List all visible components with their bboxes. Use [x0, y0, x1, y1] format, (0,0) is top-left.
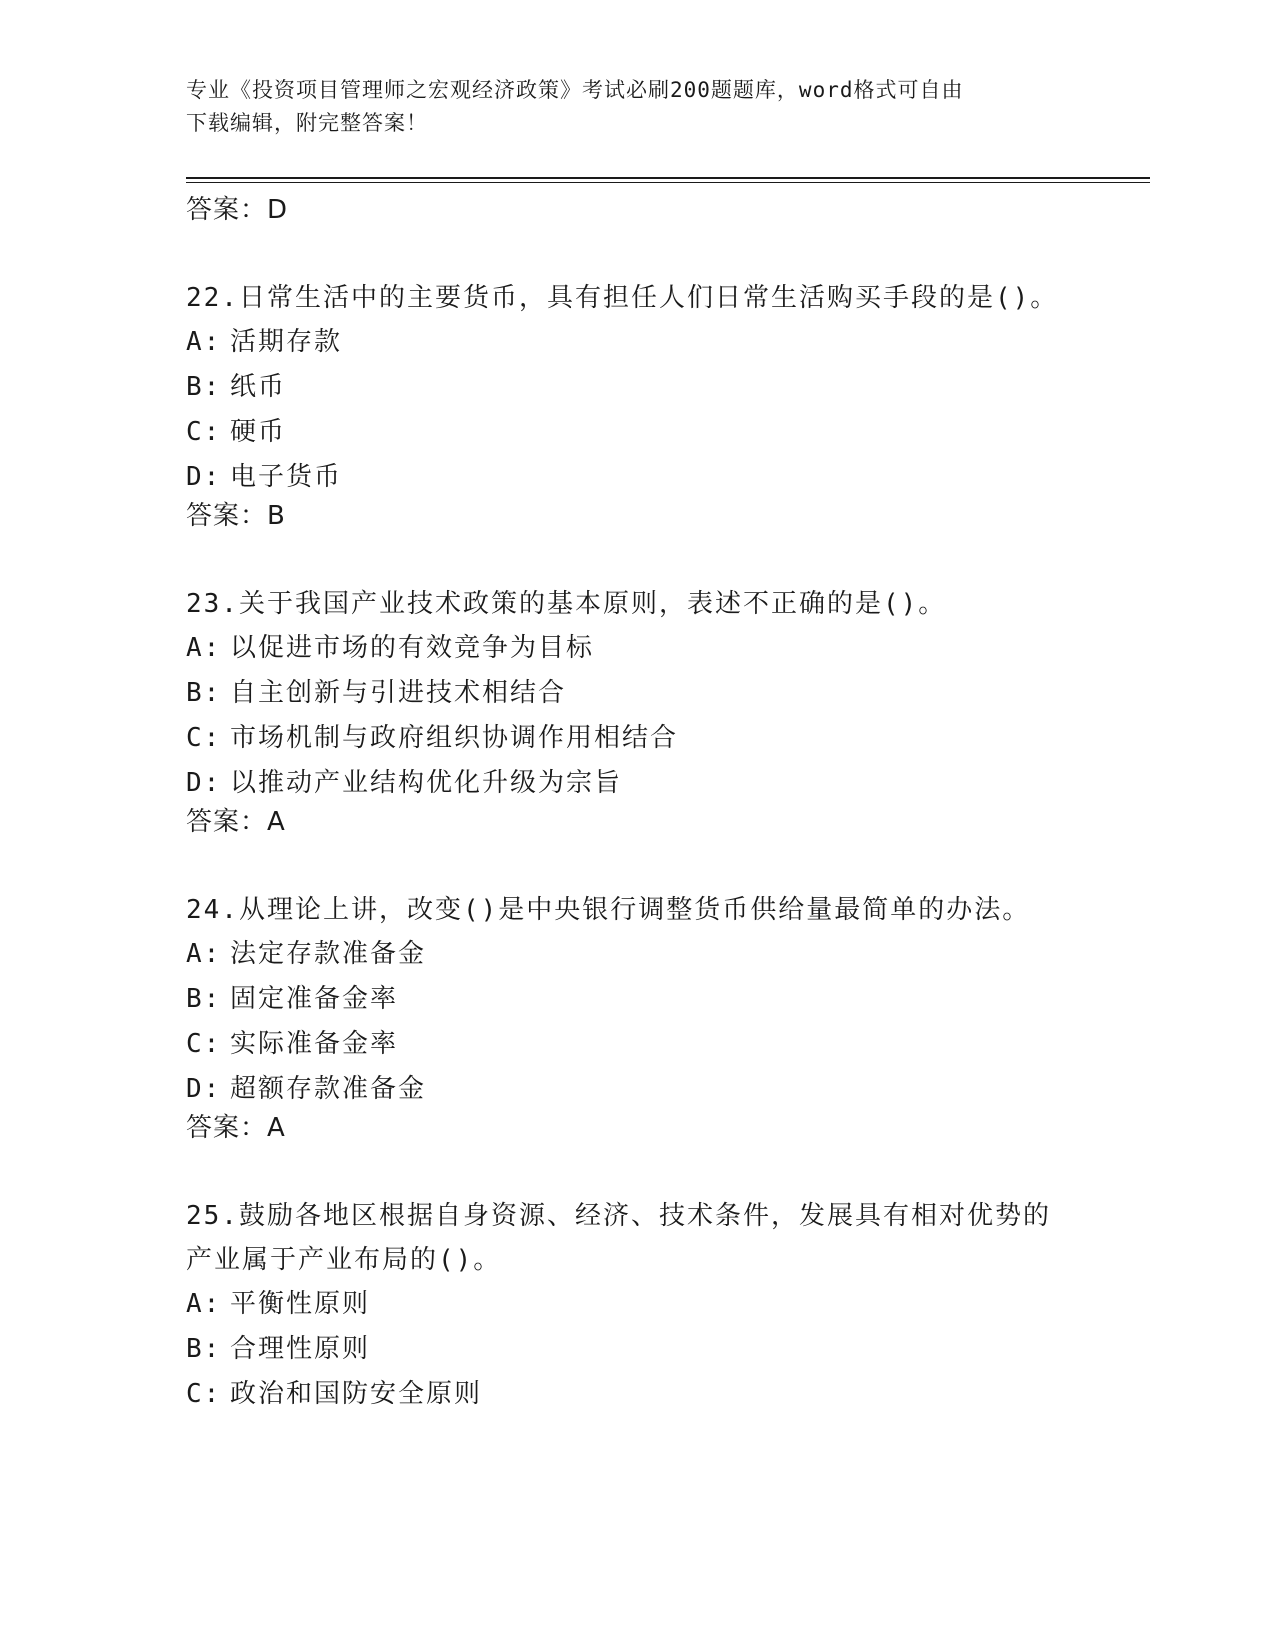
answer-label: 答案：B	[186, 501, 286, 531]
option-text: 市场机制与政府组织协调作用相结合	[230, 723, 679, 753]
question-23	[186, 582, 1076, 806]
option-key: C:	[186, 1029, 222, 1059]
option-text: 政治和国防安全原则	[230, 1379, 483, 1409]
option-text: 合理性原则	[230, 1334, 371, 1364]
option-key: B:	[186, 372, 222, 402]
option-key: A:	[186, 327, 222, 357]
option-text: 活期存款	[230, 327, 343, 357]
option-c	[186, 716, 1076, 761]
option-a	[186, 320, 1076, 365]
option-b	[186, 365, 1076, 410]
answer-label: 答案：A	[186, 1113, 286, 1143]
option-c	[186, 410, 1076, 455]
header-divider-thick	[186, 177, 1150, 179]
option-key: A:	[186, 939, 222, 969]
header-line-2: 下载编辑，附完整答案！	[186, 111, 428, 135]
option-key: C:	[186, 1379, 222, 1409]
question-stem: 22.日常生活中的主要货币，具有担任人们日常生活购买手段的是()。	[186, 283, 1059, 313]
document-header	[186, 74, 1066, 140]
option-key: C:	[186, 417, 222, 447]
option-key: B:	[186, 678, 222, 708]
header-divider-thin	[186, 182, 1150, 183]
option-a	[186, 1282, 1076, 1327]
option-text: 纸币	[230, 372, 287, 402]
option-key: A:	[186, 633, 222, 663]
option-text: 自主创新与引进技术相结合	[230, 678, 567, 708]
option-text: 以推动产业结构优化升级为宗旨	[230, 768, 623, 798]
option-key: D:	[186, 768, 222, 798]
option-a	[186, 626, 1076, 671]
option-text: 实际准备金率	[230, 1029, 399, 1059]
option-a	[186, 932, 1076, 977]
option-key: B:	[186, 1334, 222, 1364]
question-25	[186, 1194, 1076, 1417]
option-text: 电子货币	[230, 462, 343, 492]
question-stem: 23.关于我国产业技术政策的基本原则，表述不正确的是()。	[186, 589, 947, 619]
option-text: 固定准备金率	[230, 984, 399, 1014]
option-key: B:	[186, 984, 222, 1014]
option-text: 超额存款准备金	[230, 1074, 427, 1104]
option-key: A:	[186, 1289, 222, 1319]
answer-label: 答案：A	[186, 807, 286, 837]
answer-label: 答案：D	[186, 195, 289, 225]
option-key: D:	[186, 462, 222, 492]
option-b	[186, 977, 1076, 1022]
header-line-1: 专业《投资项目管理师之宏观经济政策》考试必刷200题题库，word格式可自由	[186, 78, 964, 102]
option-c	[186, 1372, 1076, 1417]
option-text: 法定存款准备金	[230, 939, 427, 969]
option-d	[186, 1067, 1076, 1112]
question-stem-line-2: 产业属于产业布局的()。	[186, 1245, 502, 1275]
option-b	[186, 671, 1076, 716]
question-24	[186, 888, 1076, 1112]
option-c	[186, 1022, 1076, 1067]
option-key: C:	[186, 723, 222, 753]
option-b	[186, 1327, 1076, 1372]
question-stem: 24.从理论上讲，改变()是中央银行调整货币供给量最简单的办法。	[186, 895, 1031, 925]
option-d	[186, 455, 1076, 500]
option-text: 以促进市场的有效竞争为目标	[230, 633, 595, 663]
option-text: 平衡性原则	[230, 1289, 371, 1319]
question-22	[186, 276, 1076, 500]
question-stem-line-1: 25.鼓励各地区根据自身资源、经济、技术条件，发展具有相对优势的	[186, 1201, 1051, 1231]
option-key: D:	[186, 1074, 222, 1104]
option-d	[186, 761, 1076, 806]
option-text: 硬币	[230, 417, 287, 447]
